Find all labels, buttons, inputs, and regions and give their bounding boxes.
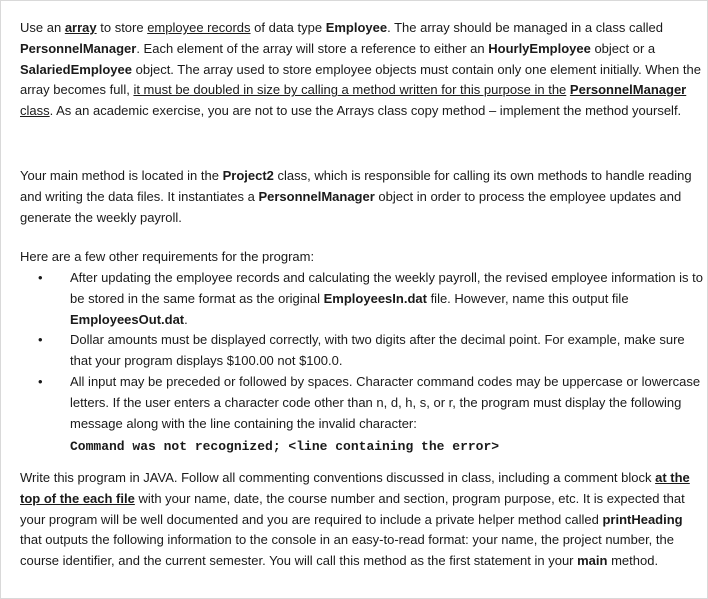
emphasis-top-of-file: at the top of the each file bbox=[20, 470, 690, 506]
emphasis-class: class bbox=[20, 103, 50, 119]
error-message-code: Command was not recognized; <line containing the error> bbox=[70, 439, 500, 454]
text-run: of data type bbox=[250, 20, 326, 35]
text-run: Use an bbox=[20, 20, 65, 35]
list-item-output-file bbox=[20, 268, 704, 330]
paragraph-requirements-intro: Here are a few other requirements for the program: bbox=[20, 249, 315, 264]
class-name-personnel-manager: PersonnelManager bbox=[20, 40, 137, 56]
list-item-dollar-format bbox=[20, 330, 704, 372]
text-run: class, which is responsible for calling its own methods to handle reading and writing the data files. It instantiates a bbox=[20, 168, 692, 204]
class-name-personnel-manager: PersonnelManager bbox=[258, 188, 375, 204]
emphasis-employee-records: employee records bbox=[147, 20, 251, 35]
text-run: to store bbox=[96, 20, 148, 35]
class-name-project2: Project2 bbox=[222, 168, 274, 183]
emphasis-doubling-rule: it must be doubled in size by calling a method written for this purpose in the bbox=[133, 82, 567, 98]
class-name-salaried-employee: SalariedEmployee bbox=[20, 61, 132, 77]
requirements-list bbox=[20, 268, 704, 434]
error-message-block bbox=[20, 437, 704, 457]
text-run: file. However, name this output file bbox=[426, 290, 629, 306]
text-run: . Each element of the array will store a reference to either an bbox=[136, 40, 489, 56]
file-name-employees-out: EmployeesOut.dat bbox=[70, 311, 185, 327]
text-run: object. The array used to store employee objects must contain only one element initially. When the array becomes full, bbox=[20, 61, 701, 98]
method-name-main: main bbox=[577, 553, 608, 569]
text-run: method. bbox=[607, 553, 659, 569]
paragraph-array-requirements bbox=[20, 18, 704, 122]
text-run: . The array should be managed in a class called bbox=[387, 20, 663, 35]
text-run: object in order to process the employee updates and generate the weekly payroll. bbox=[20, 188, 682, 225]
text-run: After updating the employee records and calculating the weekly payroll, the revised employee information is to be stored in the same format as the original bbox=[70, 270, 704, 306]
text-run: All input may be preceded or followed by spaces. Character command codes may be uppercase or lowercase letters. If the user enters a character code other than n, d, h, s, or r, the program must display the following message along with the line containing the invalid character: bbox=[70, 373, 701, 431]
paragraph-main-method bbox=[20, 166, 704, 228]
class-name-personnel-manager-underlined: PersonnelManager bbox=[569, 82, 687, 98]
emphasis-array: array bbox=[64, 20, 97, 35]
text-run: Dollar amounts must be displayed correctly, with two digits after the decimal point. For example, make sure that your program displays $100.00 not $100.0. bbox=[70, 332, 685, 369]
list-item-input-rules bbox=[20, 372, 704, 434]
text-run: Write this program in JAVA. Follow all commenting conventions discussed in class, including a comment block bbox=[20, 470, 656, 485]
text-run: that outputs the following information to the console in an easy-to-read format: your name, the project number, the course identifier, and the current semester. You will call this method as the first statement in your bbox=[20, 532, 674, 569]
file-name-employees-in: EmployeesIn.dat bbox=[323, 290, 427, 306]
text-run: object or a bbox=[590, 40, 656, 56]
method-name-print-heading: printHeading bbox=[602, 511, 683, 527]
text-run: . As an academic exercise, you are not to use the Arrays class copy method – implement the method yourself. bbox=[49, 103, 682, 119]
paragraph-java-conventions bbox=[20, 468, 704, 572]
text-run: Your main method is located in the bbox=[20, 168, 223, 183]
class-name-employee: Employee bbox=[325, 20, 388, 35]
text-run: . bbox=[184, 311, 188, 327]
text-run: with your name, date, the course number and section, program purpose, etc. It is expected that your program will be well documented and you are required to include a private helper method called bbox=[20, 490, 685, 527]
class-name-hourly-employee: HourlyEmployee bbox=[488, 40, 591, 56]
